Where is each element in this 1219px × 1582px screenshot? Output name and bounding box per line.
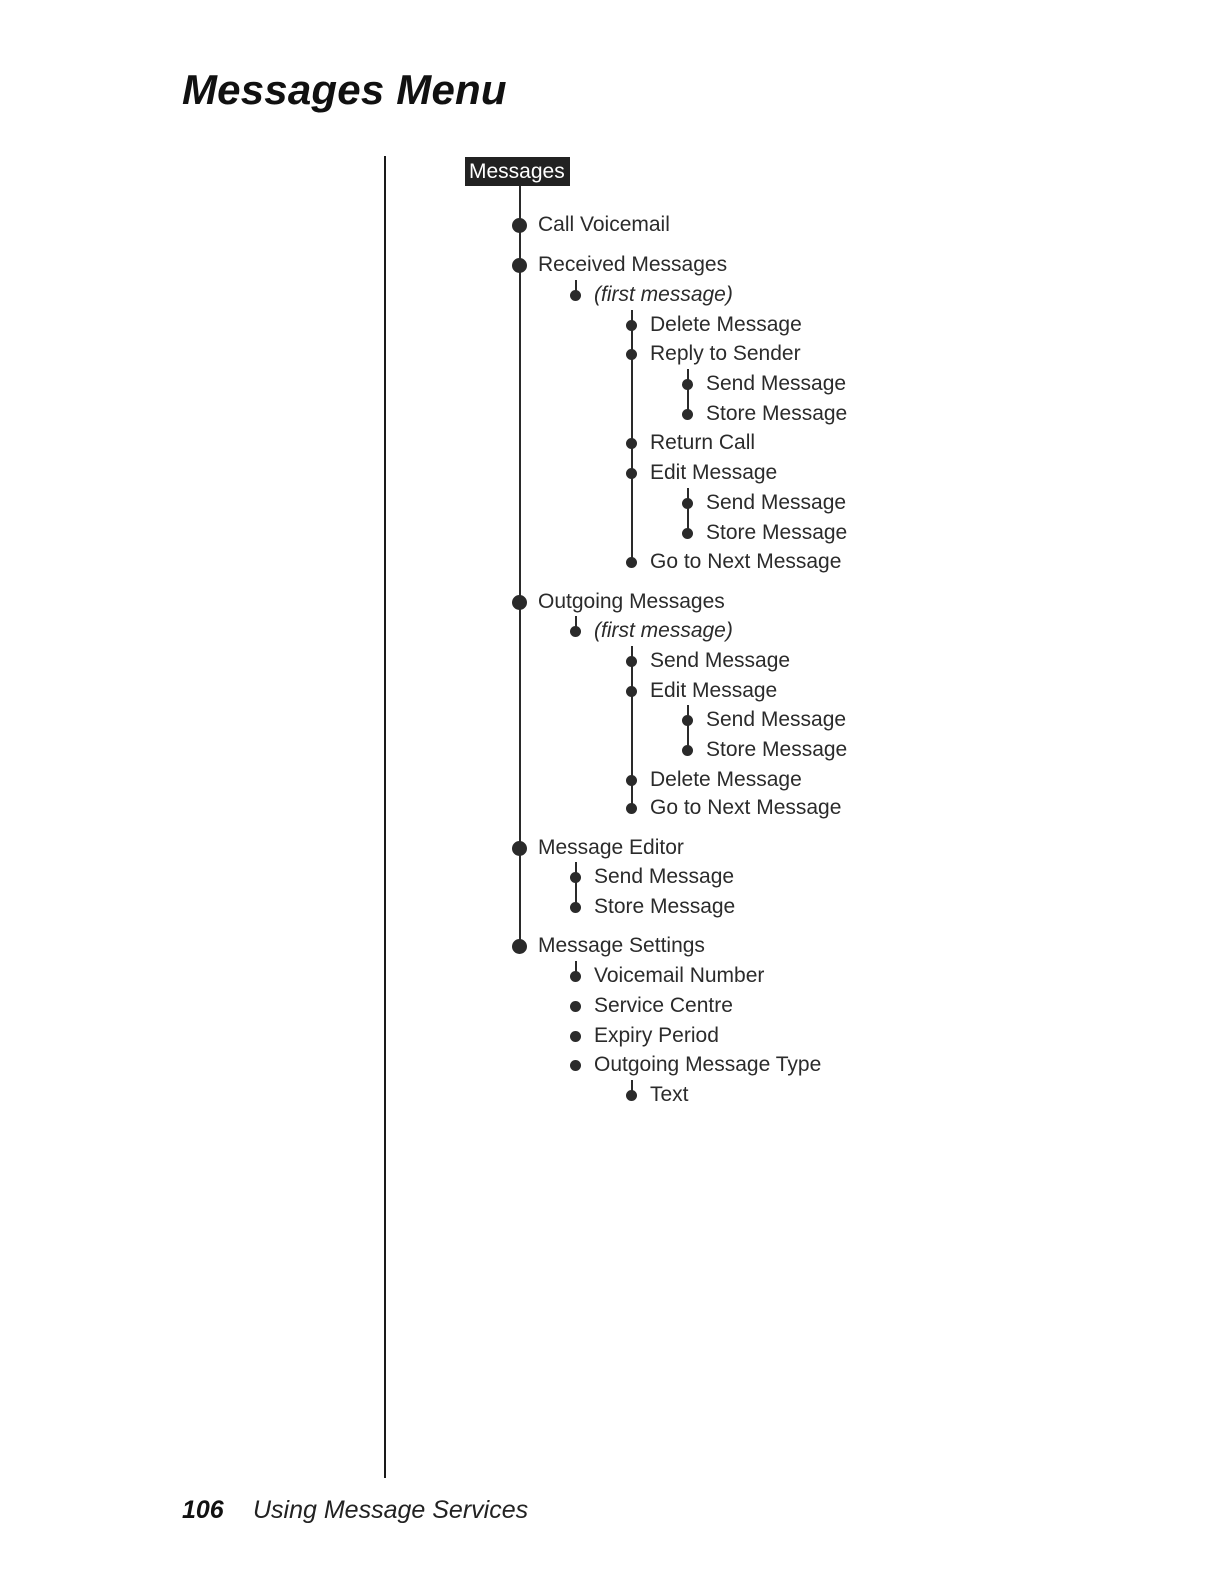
menu-item-label: Return Call xyxy=(650,431,756,454)
bullet-icon xyxy=(626,438,637,449)
bullet-icon xyxy=(682,715,693,726)
menu-item-label: Edit Message xyxy=(650,679,778,702)
bullet-icon xyxy=(626,1090,637,1101)
bullet-icon xyxy=(682,528,693,539)
bullet-icon xyxy=(570,626,581,637)
menu-item-label: (first message) xyxy=(594,619,733,642)
bullet-icon xyxy=(512,218,527,233)
menu-root-label: Messages xyxy=(465,157,570,186)
bullet-icon xyxy=(512,939,527,954)
tree-line-level1 xyxy=(519,186,521,946)
menu-item-label: Call Voicemail xyxy=(538,213,670,236)
bullet-icon xyxy=(570,902,581,913)
tree-line-outgoing-edit-actions xyxy=(687,705,689,750)
tree-line-reply-actions xyxy=(687,369,689,414)
menu-item-label: Store Message xyxy=(594,895,736,918)
menu-item-label: Go to Next Message xyxy=(650,796,842,819)
menu-item-label: Send Message xyxy=(706,491,847,514)
bullet-icon xyxy=(626,320,637,331)
menu-item-label: Send Message xyxy=(706,372,847,395)
menu-item-label: Go to Next Message xyxy=(650,550,842,573)
menu-item-label: Send Message xyxy=(706,708,847,731)
menu-item-label: Store Message xyxy=(706,402,848,425)
menu-item-label: Voicemail Number xyxy=(594,964,765,987)
bullet-icon xyxy=(512,258,527,273)
bullet-icon xyxy=(512,595,527,610)
bullet-icon xyxy=(626,557,637,568)
menu-item-label: Received Messages xyxy=(538,253,728,276)
menu-item-label: Outgoing Messages xyxy=(538,590,725,613)
bullet-icon xyxy=(570,1060,581,1071)
menu-item-label: Message Settings xyxy=(538,934,705,957)
tree-line-editor-actions xyxy=(575,862,577,907)
bullet-icon xyxy=(570,872,581,883)
menu-item-label: Outgoing Message Type xyxy=(594,1053,822,1076)
bullet-icon xyxy=(626,468,637,479)
bullet-icon xyxy=(682,745,693,756)
menu-item-label: (first message) xyxy=(594,283,733,306)
menu-item-label: Text xyxy=(650,1083,689,1106)
menu-item-label: Message Editor xyxy=(538,836,684,859)
tree-line-received-actions xyxy=(631,310,633,562)
bullet-icon xyxy=(682,379,693,390)
bullet-icon xyxy=(570,1031,581,1042)
tree-line-edit-actions xyxy=(687,488,689,533)
footer-section-title: Using Message Services xyxy=(253,1496,529,1524)
menu-item-label: Send Message xyxy=(650,649,791,672)
menu-item-label: Store Message xyxy=(706,521,848,544)
menu-item-label: Send Message xyxy=(594,865,735,888)
menu-item-label: Delete Message xyxy=(650,768,802,791)
bullet-icon xyxy=(512,841,527,856)
bullet-icon xyxy=(682,498,693,509)
menu-item-label: Delete Message xyxy=(650,313,802,336)
bullet-icon xyxy=(626,349,637,360)
menu-item-label: Expiry Period xyxy=(594,1024,719,1047)
bullet-icon xyxy=(570,971,581,982)
page-title: Messages Menu xyxy=(182,66,507,113)
margin-rule xyxy=(384,156,386,1478)
bullet-icon xyxy=(570,1001,581,1012)
menu-item-label: Reply to Sender xyxy=(650,342,801,365)
menu-item-label: Service Centre xyxy=(594,994,733,1017)
bullet-icon xyxy=(682,409,693,420)
bullet-icon xyxy=(626,656,637,667)
menu-item-label: Edit Message xyxy=(650,461,778,484)
bullet-icon xyxy=(570,290,581,301)
menu-item-label: Store Message xyxy=(706,738,848,761)
page-number: 106 xyxy=(182,1496,224,1524)
bullet-icon xyxy=(626,803,637,814)
bullet-icon xyxy=(626,775,637,786)
bullet-icon xyxy=(626,686,637,697)
